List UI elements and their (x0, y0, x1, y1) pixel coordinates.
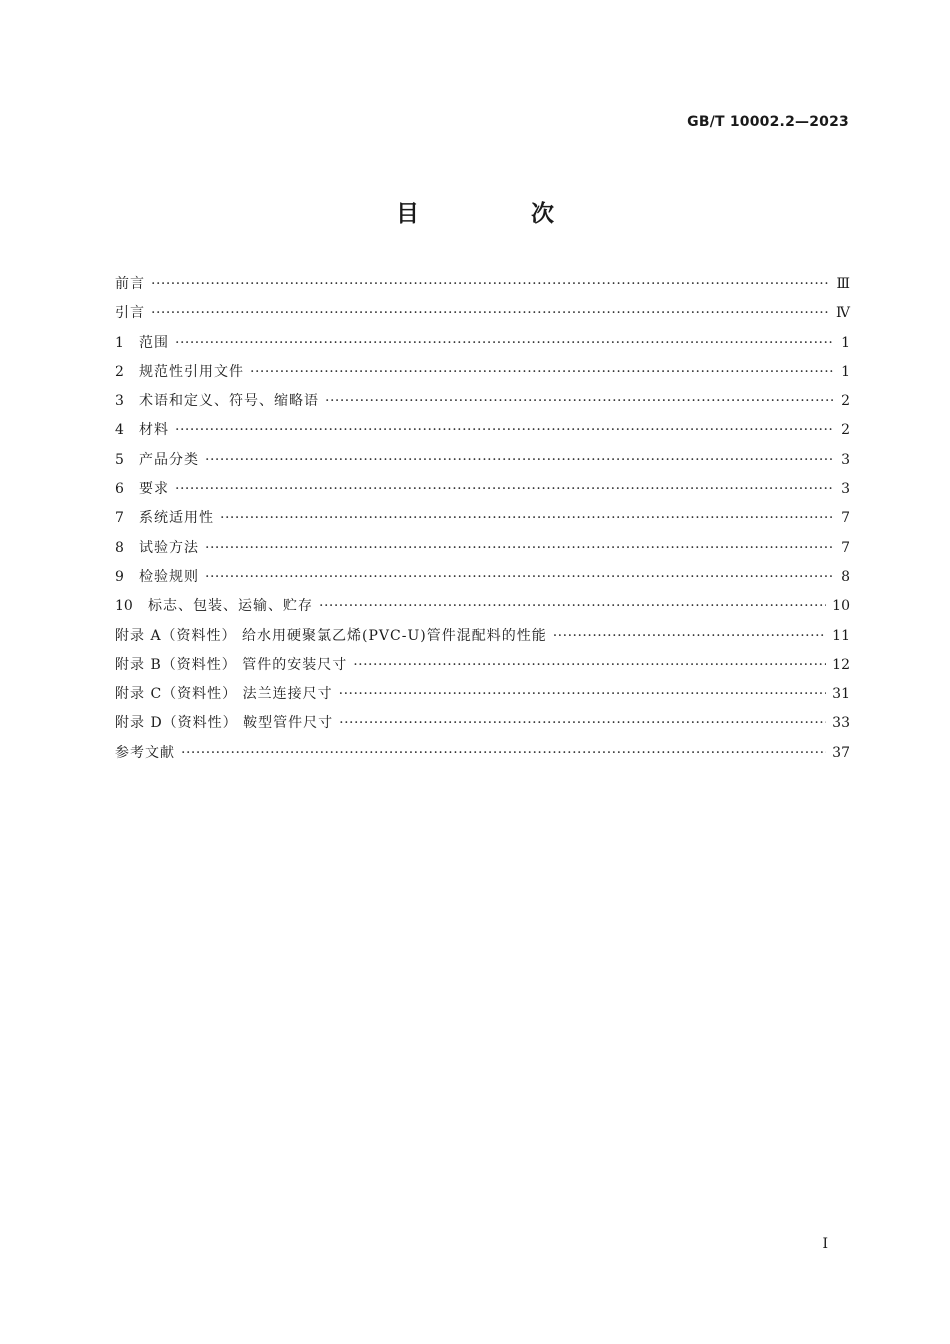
dot-leader (151, 270, 830, 299)
dot-leader (353, 651, 826, 680)
toc-section-number: 9 (115, 568, 124, 585)
toc-page-number: 10 (832, 598, 850, 615)
toc-page-number: Ⅳ (836, 305, 850, 322)
toc-entry-3[interactable] (115, 387, 850, 416)
toc-page-number: 12 (832, 656, 850, 673)
toc-label: 系统适用性 (139, 510, 214, 527)
toc-entry-4[interactable] (115, 416, 850, 445)
dot-leader (175, 475, 834, 504)
toc-label: 范围 (139, 334, 169, 351)
toc-section-number: 7 (115, 510, 124, 527)
dot-leader (319, 592, 826, 621)
toc-label: 附录 A（资料性） 给水用硬聚氯乙烯(PVC-U)管件混配料的性能 (115, 627, 547, 644)
toc-page-number: 1 (841, 334, 850, 351)
dot-leader (553, 622, 826, 651)
toc-page-number: 37 (832, 744, 850, 761)
dot-leader (250, 358, 834, 387)
toc-page-number: 11 (832, 627, 850, 644)
toc-section-number: 4 (115, 422, 124, 439)
toc-label: 要求 (139, 481, 169, 498)
toc-entry-5[interactable] (115, 446, 850, 475)
toc-label: 产品分类 (139, 451, 199, 468)
toc-page-number: 1 (841, 363, 850, 380)
toc-entry-bibliography[interactable] (115, 739, 850, 768)
toc-entry-9[interactable] (115, 563, 850, 592)
toc-label: 附录 D（资料性） 鞍型管件尺寸 (115, 715, 334, 732)
toc-label: 附录 C（资料性） 法兰连接尺寸 (115, 686, 333, 703)
toc-section-number: 3 (115, 393, 124, 410)
toc-entry-foreword[interactable] (115, 270, 850, 299)
toc-section-number: 1 (115, 334, 124, 351)
toc-page-number: 7 (841, 510, 850, 527)
toc-page-number: 7 (841, 539, 850, 556)
dot-leader (175, 416, 834, 445)
toc-page-number: 33 (832, 715, 850, 732)
dot-leader (325, 387, 834, 416)
toc-page-number: 2 (841, 393, 850, 410)
page-folio: Ⅰ (822, 1236, 828, 1252)
dot-leader (175, 329, 834, 358)
toc-entry-annex-c[interactable] (115, 680, 850, 709)
toc-entry-8[interactable] (115, 534, 850, 563)
document-code: GB/T 10002.2—2023 (687, 114, 849, 130)
toc-label: 参考文献 (115, 744, 175, 761)
dot-leader (220, 504, 834, 533)
toc-entry-7[interactable] (115, 504, 850, 533)
dot-leader (339, 709, 826, 738)
toc-page-number: 3 (841, 451, 850, 468)
toc-page-number: Ⅲ (836, 276, 850, 292)
toc-entry-10[interactable] (115, 592, 850, 621)
dot-leader (181, 739, 826, 768)
toc-label: 材料 (139, 422, 169, 439)
toc-entry-introduction[interactable] (115, 299, 850, 328)
toc-page-number: 2 (841, 422, 850, 439)
toc-label: 引言 (115, 305, 145, 322)
table-of-contents (115, 270, 850, 768)
toc-entry-annex-d[interactable] (115, 709, 850, 738)
toc-section-number: 2 (115, 363, 124, 380)
toc-entry-1[interactable] (115, 329, 850, 358)
toc-label: 标志、包装、运输、贮存 (148, 598, 313, 615)
dot-leader (205, 563, 834, 592)
page-title: 目 次 (395, 201, 606, 227)
dot-leader (205, 534, 834, 563)
toc-section-number: 6 (115, 481, 124, 498)
toc-entry-6[interactable] (115, 475, 850, 504)
toc-page-number: 3 (841, 481, 850, 498)
toc-label: 附录 B（资料性） 管件的安装尺寸 (115, 656, 348, 673)
toc-label: 试验方法 (139, 539, 199, 556)
toc-entry-annex-a[interactable] (115, 622, 850, 651)
toc-entry-2[interactable] (115, 358, 850, 387)
toc-label: 术语和定义、符号、缩略语 (139, 393, 319, 410)
toc-section-number: 8 (115, 539, 124, 556)
toc-page-number: 31 (832, 686, 850, 703)
dot-leader (339, 680, 827, 709)
toc-page-number: 8 (841, 568, 850, 585)
toc-label: 前言 (115, 276, 145, 292)
toc-label: 检验规则 (139, 568, 199, 585)
dot-leader (205, 446, 834, 475)
toc-label: 规范性引用文件 (139, 363, 244, 380)
toc-section-number: 10 (115, 598, 133, 615)
toc-entry-annex-b[interactable] (115, 651, 850, 680)
dot-leader (151, 299, 830, 328)
toc-section-number: 5 (115, 451, 124, 468)
